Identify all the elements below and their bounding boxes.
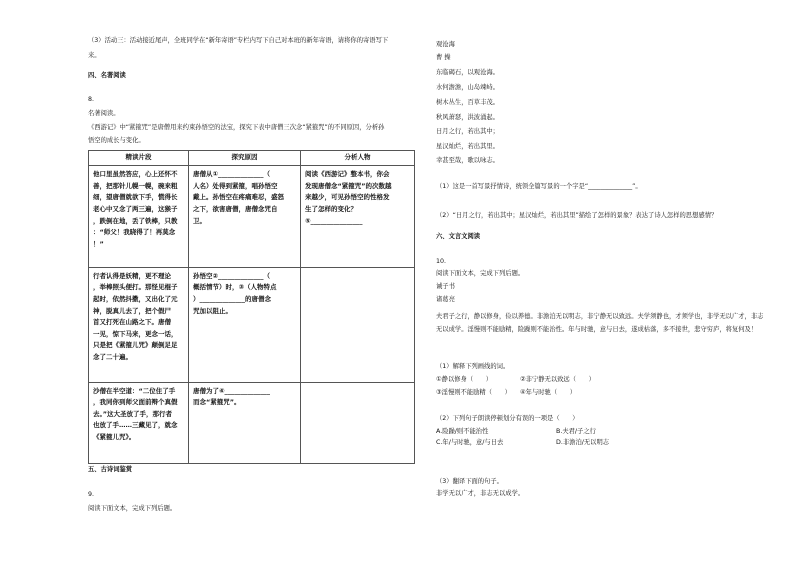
table-cell: 唐僧为了④______________ 而念“紧箍咒”。 xyxy=(189,382,301,463)
table-cell: 行者认得是妖精，更不理论 ，举棒照头便打。那怪见棍子 起时，依然抖擞，又出化了元 神，脱真儿去了，把个假尸 首又打死在山路之下。唐僧 一见，惊下马来，更念一话， 只是把《紧箍儿咒》颠倒足足 念了二十遍。 xyxy=(89,267,189,382)
q10-number: 10. xyxy=(436,258,447,265)
option-c: C.年/与时驰，意/与日去 xyxy=(436,439,504,446)
q9-sub1: （1）这是一首写景抒情诗，统领全篇写景的一个字是“______________”。 xyxy=(436,183,642,190)
q8-intro-cont: 悟空的成长与变化。 xyxy=(88,137,145,144)
poem-line: 水何澹澹，山岛竦峙。 xyxy=(436,84,499,91)
q9-sub2: （2）“日月之行，若出其中；星汉灿烂，若出其里”描绘了怎样的景象？表达了诗人怎样的思想感情？ xyxy=(436,212,718,219)
option-b: B.夫君/子之行 xyxy=(556,428,596,435)
table-header: 分析人物 xyxy=(301,151,415,166)
table-cell xyxy=(301,267,415,382)
table-cell xyxy=(301,382,415,463)
q10-sub1-c: ③淫慢则不能励精（ ） xyxy=(436,389,511,396)
table-cell: 阅读《西游记》整本书，你会 发现唐僧念“紧箍咒”的次数越 来越少，可见孙悟空的性格发 生了怎样的变化？ ⑤________________ xyxy=(301,166,415,268)
q10-sub2: （2）下列句子朗读停顿划分有误的一项是（ ） xyxy=(436,415,579,422)
q8-intro: 《西游记》中“紧箍咒”是唐僧用来约束孙悟空的法宝，探究下表中唐僧三次念“紧箍咒”的不同原因，分析孙 xyxy=(88,124,385,131)
section6-heading: 六、文言文阅读 xyxy=(436,233,481,240)
table-cell: 孙悟空②______________（ 概括情节）时，③（人物特点 ）______________的唐僧念 咒加以阻止。 xyxy=(189,267,301,382)
activity3-text: （3）活动三：活动接近尾声，全班同学在“新年寄语”专栏内写下自己对本班的新年寄语，请将你的寄语写下 xyxy=(88,37,389,44)
poem-line: 东临碣石，以观沧海。 xyxy=(436,69,499,76)
q10-text: 阅读下面文本，完成下列后题。 xyxy=(436,270,525,277)
poem-line: 星汉灿烂，若出其里。 xyxy=(436,143,499,150)
poem-author: 曹 操 xyxy=(436,54,451,61)
q10-sub1-d: ④年与时驰（ ） xyxy=(520,389,577,396)
poem-line: 日月之行，若出其中； xyxy=(436,128,499,135)
poem-line: 树木丛生，百草丰茂。 xyxy=(436,99,499,106)
section4-heading: 四、名著阅读 xyxy=(88,72,126,79)
table-header: 探究原因 xyxy=(189,151,301,166)
section5-heading: 五、古诗词鉴赏 xyxy=(88,466,133,473)
article-body: 夫君子之行，静以修身，俭以养德。非澹泊无以明志，非宁静无以致远。夫学须静也，才须学也，非学无以广才，非志无以成学。淫慢则不能励精，险躁则不能治性。年与时驰，意与日去，遂成枯落，多不接世，悲守穷庐，将复何及！ xyxy=(436,313,764,333)
q9-number: 9. xyxy=(88,491,95,498)
poem-title: 观沧海 xyxy=(436,41,455,48)
q10-sub1: （1）解释下列画线的词。 xyxy=(436,363,510,370)
q10-sub3: （3）翻译下面的句子。 xyxy=(436,478,503,485)
article-title: 诫子书 xyxy=(436,283,455,290)
q8-title: 名著阅读。 xyxy=(88,110,120,117)
q10-sub1-b: ②非宁静无以致远（ ） xyxy=(520,376,595,383)
article-author: 诸葛亮 xyxy=(436,296,455,303)
table-cell: 唐僧从①______________（ 人名）处得到紧箍，唱孙悟空 戴上。孙悟空在疼痛难忍，盛怒 之下，欲害唐僧，唐僧念咒自 卫。 xyxy=(189,166,301,268)
poem-line: 秋风萧瑟，洪波涌起。 xyxy=(436,114,499,121)
reading-table xyxy=(88,150,415,464)
table-header: 精读片段 xyxy=(89,151,189,166)
poem-line: 幸甚至哉，歌以咏志。 xyxy=(436,157,499,164)
q10-sub3-sentence: 非学无以广才，非志无以成学。 xyxy=(436,490,525,497)
option-a: A.险躁/则不能治性 xyxy=(436,428,489,435)
activity3-text-cont: 来。 xyxy=(88,52,101,59)
q8-number: 8. xyxy=(88,96,95,103)
q9-text: 阅读下面文本，完成下列后题。 xyxy=(88,505,177,512)
option-d: D.非澹泊/无以明志 xyxy=(556,439,610,446)
table-cell: 沙僧在半空道：“二位住了手 ，我同你到师父面前辩个真假 去。”这大圣放了手，那行者 也放了手……三藏见了，就念 《紧箍儿咒》。 xyxy=(89,382,189,463)
q10-sub1-a: ①静以修身（ ） xyxy=(436,376,493,383)
table-cell: 他口里虽然答应，心上还怀不 善，把那针儿幌一幌，碗来粗 细，望唐僧就欲下手，慌得长 老心中又念了两三遍，这猴子 ，跌倒在地，丢了铁棒，只教 ：“师父！我晓得了！再莫念 ！” xyxy=(89,166,189,268)
